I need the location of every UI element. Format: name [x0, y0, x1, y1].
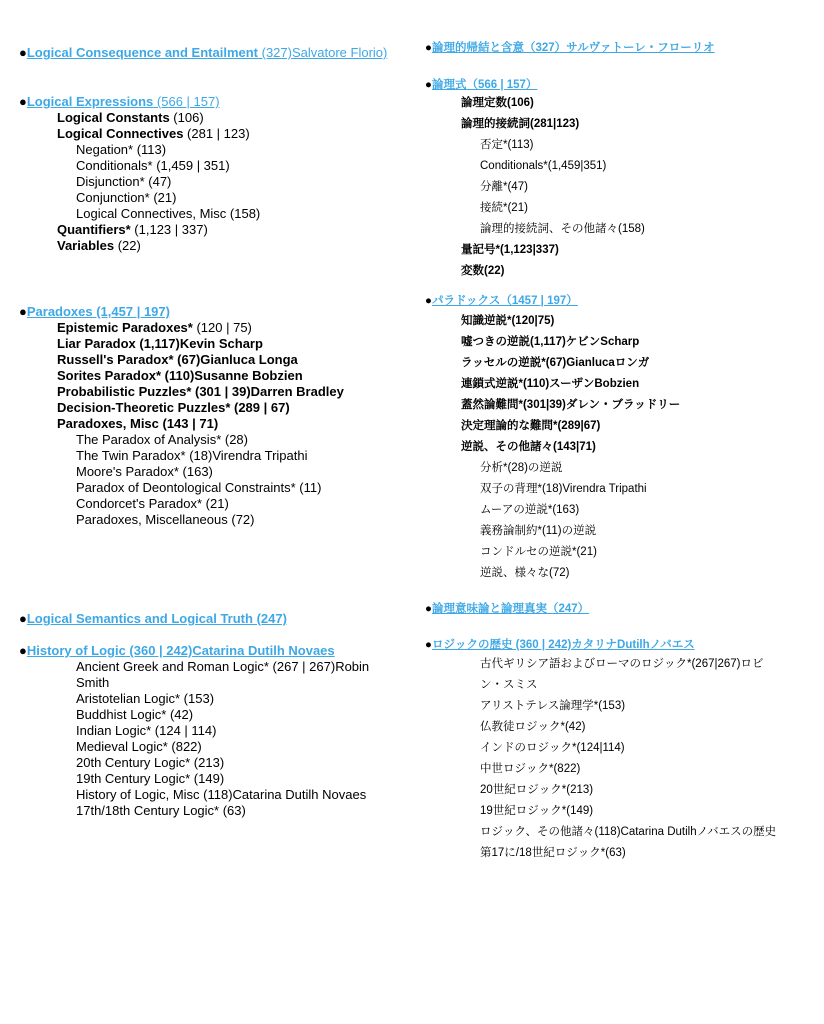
list-item[interactable]: 接続*(21): [480, 202, 528, 214]
list-item[interactable]: Paradoxes, Miscellaneous (72): [76, 512, 255, 527]
bullet-icon: ●: [425, 295, 432, 307]
list-item[interactable]: [19, 320, 399, 336]
list-item[interactable]: [19, 400, 399, 416]
history-ja-list: [425, 654, 785, 864]
list-item[interactable]: 19th Century Logic* (149): [76, 771, 225, 786]
list-item[interactable]: [19, 416, 399, 432]
logical-expressions-link[interactable]: Logical Expressions: [26, 94, 154, 109]
list-item[interactable]: [19, 238, 399, 254]
list-item[interactable]: Logical Connectives, Misc (158): [76, 206, 261, 221]
list-item[interactable]: 量記号*(1,123|337): [461, 244, 559, 256]
section-logical-consequence-ja: [425, 39, 785, 55]
bullet-icon: ●: [425, 79, 432, 91]
list-item[interactable]: ラッセルの逆説*(67)Gianlucaロンガ: [461, 357, 650, 369]
list-item[interactable]: 決定理論的な難問*(289|67): [461, 420, 601, 432]
bullet-icon: ●: [425, 639, 432, 651]
section-logical-consequence: [19, 45, 399, 61]
list-item[interactable]: 第17に/18世紀ロジック*(63): [480, 847, 626, 859]
section-logical-expressions-ja: [425, 76, 785, 92]
section-paradoxes: [19, 304, 399, 320]
list-item[interactable]: 双子の背理*(18)Virendra Tripathi: [480, 483, 647, 495]
list-item[interactable]: 20th Century Logic* (213): [76, 755, 225, 770]
list-item[interactable]: 蓋然論難問*(301|39)ダレン・ブラッドリー: [461, 399, 681, 411]
section-logical-expressions: [19, 94, 399, 110]
item-count: (281 | 123): [183, 126, 250, 141]
list-item[interactable]: Condorcet's Paradox* (21): [76, 496, 229, 511]
bullet-icon: ●: [19, 304, 27, 319]
list-item[interactable]: 中世ロジック*(822): [480, 763, 581, 775]
list-item[interactable]: [19, 352, 399, 368]
list-item[interactable]: [19, 222, 399, 238]
list-item[interactable]: Ancient Greek and Roman Logic* (267 | 267)Robin Smith: [76, 659, 370, 690]
list-item[interactable]: The Twin Paradox* (18)Virendra Tripathi: [76, 448, 308, 463]
logical-consequence-link[interactable]: Logical Consequence and Entailment: [26, 45, 259, 60]
list-item[interactable]: Indian Logic* (124 | 114): [76, 723, 217, 738]
list-item[interactable]: ロジック、その他諸々(118)Catarina Dutilhノバエスの歴史: [480, 826, 777, 838]
list-item[interactable]: 20世紀ロジック*(213): [480, 784, 594, 796]
item-count: (22): [114, 238, 141, 253]
list-item[interactable]: 論理的接続詞、その他諸々(158): [480, 223, 645, 235]
list-item[interactable]: Medieval Logic* (822): [76, 739, 202, 754]
list-item[interactable]: [19, 336, 399, 352]
list-item[interactable]: 論理的接続詞(281|123): [461, 118, 580, 130]
history-of-logic-link[interactable]: History of Logic (360 | 242)Catarina Dutilh Novaes: [26, 643, 335, 658]
item-name: Russell's Paradox* (67)Gianluca Longa: [57, 352, 298, 367]
item-name: Probabilistic Puzzles* (301 | 39)Darren Bradley: [57, 384, 344, 399]
list-item[interactable]: Conjunction* (21): [76, 190, 177, 205]
list-item[interactable]: [19, 110, 399, 126]
list-item[interactable]: 分析*(28)の逆説: [480, 462, 563, 474]
item-name: Paradoxes, Misc (143 | 71): [57, 416, 219, 431]
list-item[interactable]: Negation* (113): [76, 142, 167, 157]
logical-semantics-ja-link[interactable]: 論理意味論と論理真実（247）: [431, 603, 590, 615]
item-name: Liar Paradox (1,117)Kevin Scharp: [57, 336, 263, 351]
logical-expressions-ja-link[interactable]: 論理式（566 | 157）: [431, 79, 538, 91]
paradoxes-ja-link[interactable]: パラドックス（1457 | 197）: [431, 295, 578, 307]
list-item[interactable]: Aristotelian Logic* (153): [76, 691, 215, 706]
bullet-icon: ●: [19, 611, 27, 626]
list-item[interactable]: 変数(22): [461, 265, 505, 277]
bullet-icon: ●: [19, 45, 27, 60]
bullet-icon: ●: [425, 42, 432, 54]
list-item[interactable]: アリストテレス論理学*(153): [480, 700, 626, 712]
list-item[interactable]: ムーアの逆説*(163): [480, 504, 580, 516]
item-name: Epistemic Paradoxes*: [57, 320, 193, 335]
bullet-icon: ●: [425, 603, 432, 615]
item-name: Variables: [57, 238, 115, 253]
list-item[interactable]: Paradox of Deontological Constraints* (11): [76, 480, 322, 495]
item-count: (106): [169, 110, 204, 125]
bullet-icon: ●: [19, 643, 27, 658]
section-history-of-logic-ja: [425, 636, 785, 652]
list-item[interactable]: 仏教徒ロジック*(42): [480, 721, 586, 733]
section-history-of-logic: [19, 643, 399, 659]
list-item[interactable]: 19世紀ロジック*(149): [480, 805, 594, 817]
bullet-icon: ●: [19, 94, 27, 109]
list-item[interactable]: 知識逆説*(120|75): [461, 315, 555, 327]
history-of-logic-ja-link[interactable]: ロジックの歴史 (360 | 242)カタリナDutilhノバエス: [431, 639, 695, 651]
list-item[interactable]: コンドルセの逆説*(21): [480, 546, 597, 558]
item-name: Sorites Paradox* (110)Susanne Bobzien: [57, 368, 303, 383]
history-list: [19, 659, 381, 819]
list-item[interactable]: Conditionals* (1,459 | 351): [76, 158, 230, 173]
list-item[interactable]: Buddhist Logic* (42): [76, 707, 194, 722]
list-item[interactable]: 逆説、様々な(72): [480, 567, 570, 579]
list-item[interactable]: [19, 368, 399, 384]
paradoxes-list: [19, 320, 399, 528]
list-item[interactable]: 逆説、その他諸々(143|71): [461, 441, 596, 453]
list-item[interactable]: The Paradox of Analysis* (28): [76, 432, 248, 447]
list-item[interactable]: 古代ギリシア語およびローマのロジック*(267|267)ロビン・スミス: [480, 658, 764, 691]
list-item[interactable]: 分離*(47): [480, 181, 528, 193]
list-item[interactable]: [19, 384, 399, 400]
list-item[interactable]: Conditionals*(1,459|351): [480, 160, 607, 172]
logical-expressions-list: [19, 110, 399, 254]
list-item[interactable]: 嘘つきの逆説(1,117)ケビンScharp: [461, 336, 640, 348]
list-item[interactable]: History of Logic, Misc (118)Catarina Dutilh Novaes: [76, 787, 367, 802]
paradoxes-ja-list: [425, 311, 785, 584]
list-item[interactable]: 論理定数(106): [461, 97, 534, 109]
logical-consequence-author-link[interactable]: (327)Salvatore Florio): [258, 45, 388, 60]
item-name: Logical Connectives: [57, 126, 184, 141]
list-item[interactable]: インドのロジック*(124|114): [480, 742, 625, 754]
item-count: (120 | 75): [192, 320, 252, 335]
list-item[interactable]: Moore's Paradox* (163): [76, 464, 213, 479]
list-item[interactable]: 否定*(113): [480, 139, 534, 151]
logical-semantics-link[interactable]: Logical Semantics and Logical Truth (247): [26, 611, 287, 626]
paradoxes-link[interactable]: Paradoxes (1,457 | 197): [26, 304, 170, 319]
item-name: Logical Constants: [57, 110, 170, 125]
section-paradoxes-ja: [425, 292, 785, 308]
logical-expressions-ja-list: [425, 93, 785, 282]
list-item[interactable]: 17th/18th Century Logic* (63): [76, 803, 246, 818]
list-item[interactable]: [19, 126, 399, 142]
list-item[interactable]: 義務論制約*(11)の逆説: [480, 525, 597, 537]
item-count: (1,123 | 337): [130, 222, 208, 237]
logical-consequence-ja-link[interactable]: 論理的帰結と含意（327）サルヴァトーレ・フローリオ: [431, 42, 715, 54]
list-item[interactable]: Disjunction* (47): [76, 174, 172, 189]
item-name: Quantifiers*: [57, 222, 131, 237]
list-item[interactable]: 連鎖式逆説*(110)スーザンBobzien: [461, 378, 640, 390]
logical-expressions-count[interactable]: (566 | 157): [153, 94, 220, 109]
section-logical-semantics-ja: [425, 600, 785, 616]
item-name: Decision-Theoretic Puzzles* (289 | 67): [57, 400, 290, 415]
section-logical-semantics: [19, 611, 399, 627]
